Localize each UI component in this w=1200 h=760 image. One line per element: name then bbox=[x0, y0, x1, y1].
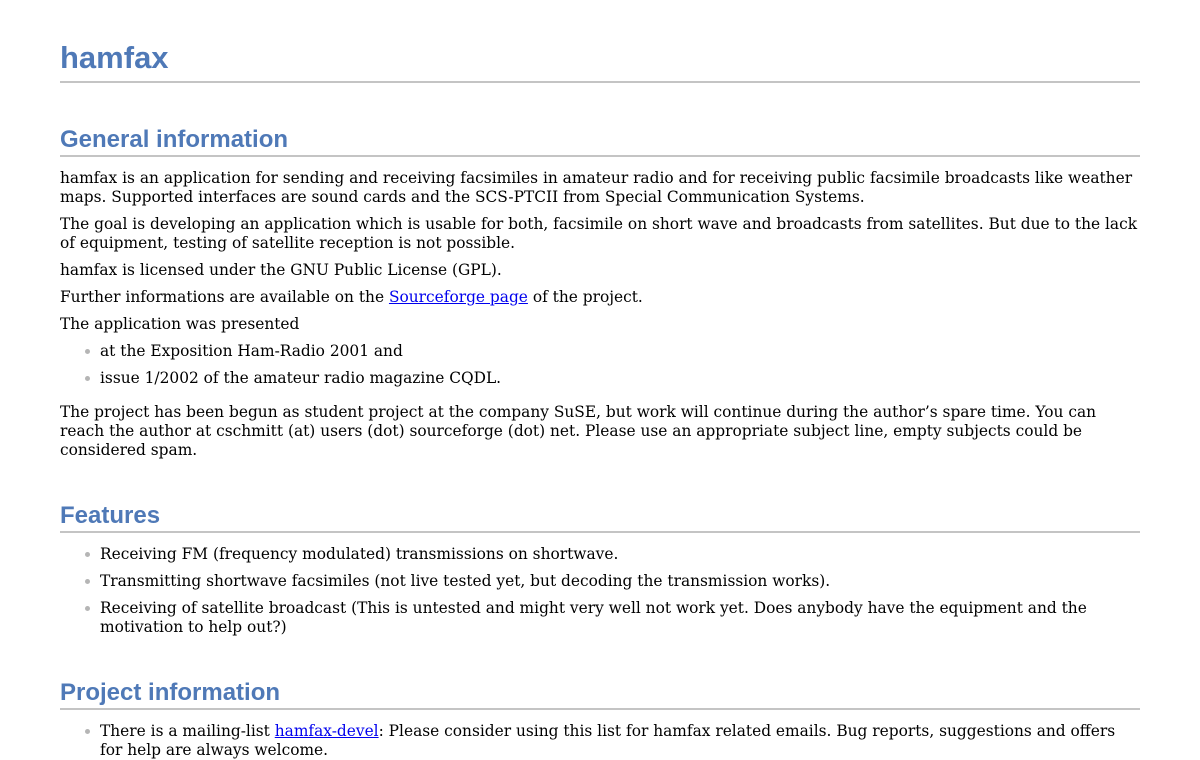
list-item: Receiving FM (frequency modulated) transmissions on shortwave. bbox=[100, 545, 1140, 564]
presented-list bbox=[60, 342, 1140, 388]
page-title: hamfax bbox=[60, 0, 1140, 83]
section-heading-general: General information bbox=[60, 126, 1140, 157]
list-item bbox=[100, 722, 1140, 760]
mailing-list-link[interactable]: hamfax-devel bbox=[274, 722, 379, 740]
list-item-text: : Please consider using this list for hamfax related emails. Bug reports, suggestions and offers for help are always welcome. bbox=[100, 722, 1116, 759]
features-list bbox=[60, 545, 1140, 637]
general-paragraph-5: The application was presented bbox=[60, 315, 300, 333]
list-item: Transmitting shortwave facsimiles (not live tested yet, but decoding the transmission works). bbox=[100, 572, 1140, 591]
paragraph-text: of the project. bbox=[527, 288, 643, 306]
paragraph-text: Further informations are available on the bbox=[60, 288, 389, 306]
sourceforge-link[interactable]: Sourceforge page bbox=[388, 288, 528, 306]
list-item: Receiving of satellite broadcast (This is untested and might very well not work yet. Does anybody have the equipment and the motivation to help out?) bbox=[100, 599, 1140, 637]
general-paragraph-3: hamfax is licensed under the GNU Public License (GPL). bbox=[60, 261, 502, 279]
list-item-text: There is a mailing-list bbox=[100, 722, 275, 740]
general-paragraph-4 bbox=[60, 288, 1140, 307]
general-paragraph-1: hamfax is an application for sending and receiving facsimiles in amateur radio and for receiving public facsimile broadcasts like weather maps. Supported interfaces are sound cards and the SCS-PTCII from Special Communication Systems. bbox=[60, 169, 1133, 206]
section-heading-project: Project information bbox=[60, 679, 1140, 710]
project-list bbox=[60, 722, 1140, 760]
list-item: issue 1/2002 of the amateur radio magazine CQDL. bbox=[100, 369, 1140, 388]
section-heading-features: Features bbox=[60, 502, 1140, 533]
general-paragraph-2: The goal is developing an application which is usable for both, facsimile on short wave and broadcasts from satellites. But due to the lack of equipment, testing of satellite reception is not possible. bbox=[60, 215, 1138, 252]
list-item: at the Exposition Ham-Radio 2001 and bbox=[100, 342, 1140, 361]
general-paragraph-6: The project has been begun as student project at the company SuSE, but work will continue during the author’s spare time. You can reach the author at cschmitt (at) users (dot) sourceforge (dot) net. Please use an appropriate subject line, empty subjects could be considered spam. bbox=[60, 403, 1097, 459]
page bbox=[60, 0, 1140, 760]
